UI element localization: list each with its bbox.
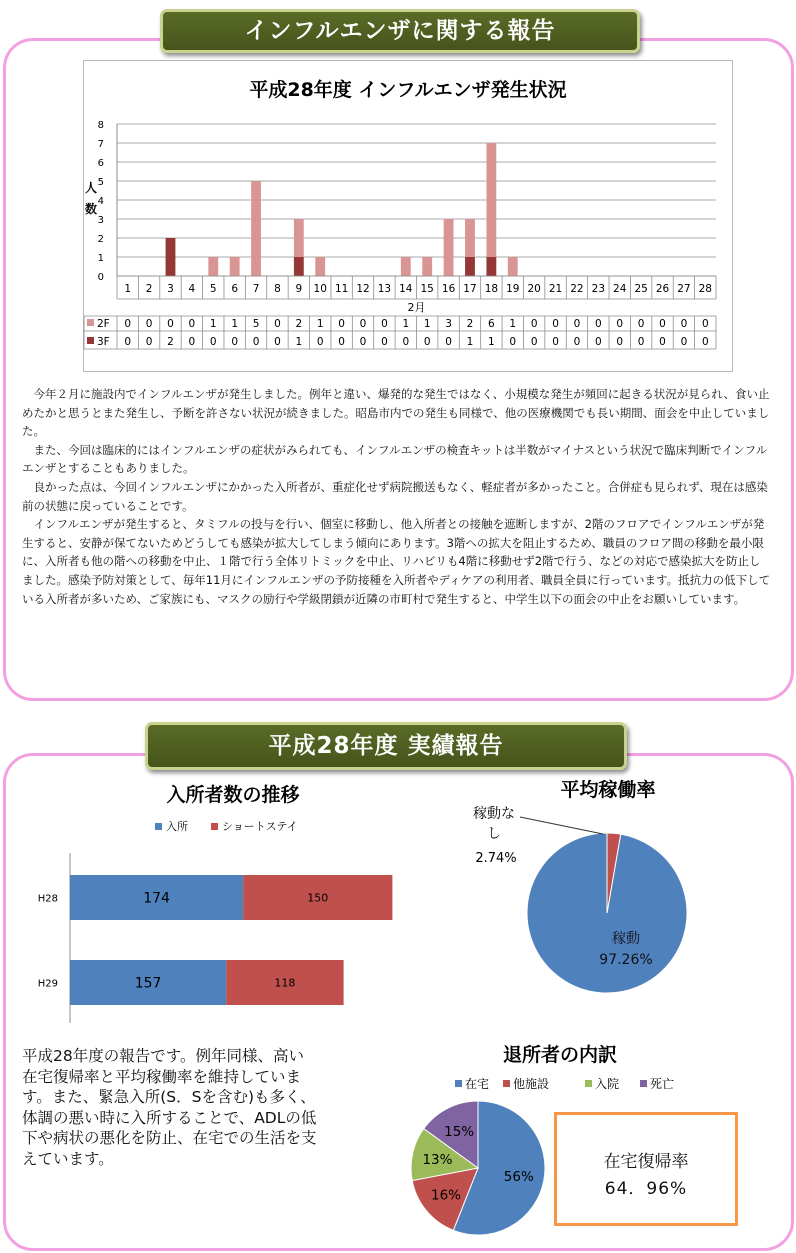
data-label: 1 [488,336,495,348]
data-label: 0 [274,336,281,348]
data-label: 0 [701,336,709,348]
data-label: 5 [252,318,260,330]
bar [315,257,325,276]
x-tick-label: 9 [295,283,303,295]
x-tick-label: 12 [356,283,370,295]
data-label: 150 [307,891,329,905]
x-tick-label: 11 [334,283,349,295]
data-label: 0 [359,318,367,330]
legend-swatch [87,319,94,326]
paragraph-1: 今年２月に施設内でインフルエンザが発生しました。例年と違い、爆発的な発生ではなく、小規模な発生が頻回に起きる状況が見られ、食い止めたかと思うとまた発生し、予断を許さない状況が続きました。昭島市内での発生も同様で、他の医療機関でも長い期間、面会を中止していました。 [22,387,770,439]
bar [208,257,218,276]
bar [486,257,496,276]
data-label: 2 [167,336,174,348]
bar [422,257,432,276]
x-tick-label: 25 [634,283,648,295]
x-axis-label: 2月 [407,301,426,314]
slice-label: 稼動 [612,931,640,947]
y-tick-label: 6 [97,158,104,169]
data-label: 0 [445,336,452,348]
data-label: 0 [252,336,260,348]
data-label: 0 [274,318,281,330]
data-label: 0 [659,318,666,330]
occupancy-chart [460,772,780,1012]
data-label: 0 [381,336,388,348]
influenza-report-text [22,385,772,608]
legend-swatch [155,823,162,830]
influenza-report-banner: インフルエンザに関する報告 [160,9,640,53]
data-label: 0 [167,318,174,330]
data-label: 0 [573,336,581,348]
data-label: 0 [530,318,538,330]
data-label: 1 [231,318,239,330]
data-label: 0 [316,336,324,348]
data-label: 0 [594,336,602,348]
chart-title: 入所者数の推移 [166,784,300,806]
bar [251,181,261,276]
slice-label: し [487,826,501,842]
data-label: 0 [124,318,132,330]
slice-label: 13% [422,1151,453,1168]
x-tick-label: 19 [506,283,520,295]
legend-label: 在宅 [465,1077,490,1091]
x-tick-label: 17 [463,283,477,295]
bar [444,219,454,276]
y-tick-label: 4 [97,196,104,207]
x-tick-label: 21 [548,283,563,295]
x-tick-label: 4 [188,283,196,295]
data-label: 0 [188,336,196,348]
slice-label: 15% [444,1123,475,1140]
x-tick-label: 23 [591,283,606,295]
data-label: 1 [423,318,431,330]
y-tick-label: 0 [97,272,104,283]
x-tick-label: 16 [441,283,456,295]
x-tick-label: 13 [377,283,392,295]
data-label: 0 [616,318,624,330]
y-axis-label: 人 [85,181,98,195]
data-label: 0 [530,336,538,348]
x-tick-label: 20 [527,283,541,295]
x-tick-label: 24 [613,283,627,295]
x-tick-label: 5 [209,283,217,295]
data-label: 3 [445,318,452,330]
y-tick-label: 3 [97,215,104,226]
data-label: 0 [381,318,388,330]
legend-label: 入院 [595,1077,620,1091]
data-label: 0 [637,336,645,348]
data-label: 0 [680,336,688,348]
bar [486,143,496,257]
data-label: 0 [616,336,624,348]
legend-label: 入所 [166,820,188,833]
y-tick-label: 5 [97,177,104,188]
legend-label: 2F [97,318,110,330]
bar [294,257,304,276]
bar [465,219,475,257]
paragraph-2: また、今回は臨床的にはインフルエンザの症状がみられても、インフルエンザの検査キットは半数がマイナスという状況で臨床判断でインフルエンザとすることもありました。 [22,442,768,476]
legend-swatch [503,1080,510,1087]
y-axis-label: 数 [85,202,98,216]
legend-swatch [87,337,94,344]
legend-swatch [585,1080,592,1087]
data-label: 174 [143,890,170,907]
legend-label: 3F [97,336,110,348]
legend-swatch [211,823,218,830]
data-label: 0 [188,318,196,330]
x-tick-label: 14 [399,283,413,295]
data-label: 0 [338,336,345,348]
slice-label: 97.26% [599,952,653,968]
home-return-rate-value: 64．96% [604,1179,688,1199]
x-tick-label: 18 [484,283,499,295]
legend-label: 死亡 [650,1077,675,1091]
data-label: 0 [145,318,153,330]
data-label: 0 [701,318,709,330]
slice-label: 2.74% [475,851,517,866]
x-tick-label: 22 [570,283,584,295]
y-tick-label: 1 [97,253,104,264]
leader-line [520,817,603,834]
x-tick-label: 2 [145,283,153,295]
home-return-rate-label: 在宅復帰率 [603,1152,689,1172]
x-tick-label: 3 [167,283,174,295]
data-label: 2 [466,318,474,330]
legend-swatch [640,1080,647,1087]
legend-swatch [455,1080,462,1087]
y-tick-label: 7 [97,139,104,150]
y-tick-label: 8 [97,120,104,131]
bar [166,238,176,276]
chart-title: 退所者の内訳 [502,1044,618,1066]
data-label: 0 [637,318,645,330]
data-label: 0 [231,336,239,348]
data-label: 0 [423,336,431,348]
data-label: 1 [509,318,517,330]
influenza-chart-frame [83,60,733,372]
data-label: 0 [680,318,688,330]
slice-label: 16% [430,1187,462,1204]
data-label: 118 [274,976,296,990]
data-label: 1 [402,318,410,330]
x-tick-label: 28 [698,283,712,295]
slice-label: 稼動な [473,806,515,822]
legend-label: ショートステイ [222,820,298,833]
bar [294,219,304,257]
data-label: 0 [552,336,559,348]
results-text: 平成28年度の報告です。例年同様、高い在宅復帰率と平均稼働率を維持しています。また、緊急入所(S．Sを含む)も多く、体調の悪い時に入所することで、ADLの低下や病状の悪化を防止、在宅での生活を支えています。 [22,1047,317,1168]
data-label: 0 [124,336,132,348]
data-label: 0 [552,318,559,330]
data-label: 1 [466,336,474,348]
chart-title: 平均稼働率 [560,779,656,801]
home-return-rate-box [554,1112,738,1226]
paragraph-3: 良かった点は、今回インフルエンザにかかった入所者が、重症化せず病院搬送もなく、軽症者が多かったこと。合併症も見られず、現在は感染前の状態に戻っていることです。 [22,479,768,513]
admissions-chart [15,778,435,1033]
y-tick-label: H29 [37,978,58,990]
data-label: 0 [145,336,153,348]
influenza-chart [84,61,732,371]
x-tick-label: 7 [252,283,260,295]
x-tick-label: 10 [313,283,327,295]
data-label: 157 [134,975,162,992]
chart-title: 平成28年度 インフルエンザ発生状況 [249,79,567,101]
data-label: 0 [338,318,345,330]
data-label: 2 [295,318,303,330]
y-tick-label: H28 [37,893,58,905]
x-tick-label: 8 [274,283,281,295]
data-label: 1 [316,318,324,330]
data-label: 1 [209,318,217,330]
y-tick-label: 2 [97,234,104,245]
x-tick-label: 6 [231,283,239,295]
data-label: 0 [659,336,666,348]
data-label: 0 [402,336,410,348]
bar [401,257,411,276]
bar [465,257,475,276]
data-label: 0 [573,318,581,330]
x-tick-label: 26 [655,283,670,295]
data-label: 6 [488,318,495,330]
legend-label: 他施設 [513,1077,550,1091]
x-tick-label: 15 [420,283,434,295]
data-label: 0 [594,318,602,330]
x-tick-label: 27 [677,283,691,295]
data-label: 0 [509,336,517,348]
bar [508,257,518,276]
data-label: 0 [359,336,367,348]
data-label: 0 [209,336,217,348]
bar [230,257,240,276]
paragraph-4: インフルエンザが発生すると、タミフルの投与を行い、個室に移動し、他入所者との接触を遮断しますが、2階のフロアでインフルエンザが発生すると、安静が保てないためどうしても感染が拡大してしまう傾向にあります。3階への拡大を阻止するため、職員のフロア間の移動を最小限に、入所者も他の階への移動を中止、１階で行う全体リトミックを中止、リハビリも4階に移動せず2階で行う、などの対応で感染拡大を防止しました。感染予防対策として、毎年11月にインフルエンザの予防接種を入所者やディケアの利用者、職員全員に行っています。抵抗力の低下している入所者が多いため、ご家族にも、マスクの励行や学級閉鎖が近隣の市町村で発生すると、中学生以下の面会の中止をお願いしています。 [22,517,771,606]
results-report-banner: 平成28年度 実績報告 [145,722,627,770]
slice-label: 56% [503,1168,534,1185]
data-label: 1 [295,336,303,348]
x-tick-label: 1 [124,283,132,295]
